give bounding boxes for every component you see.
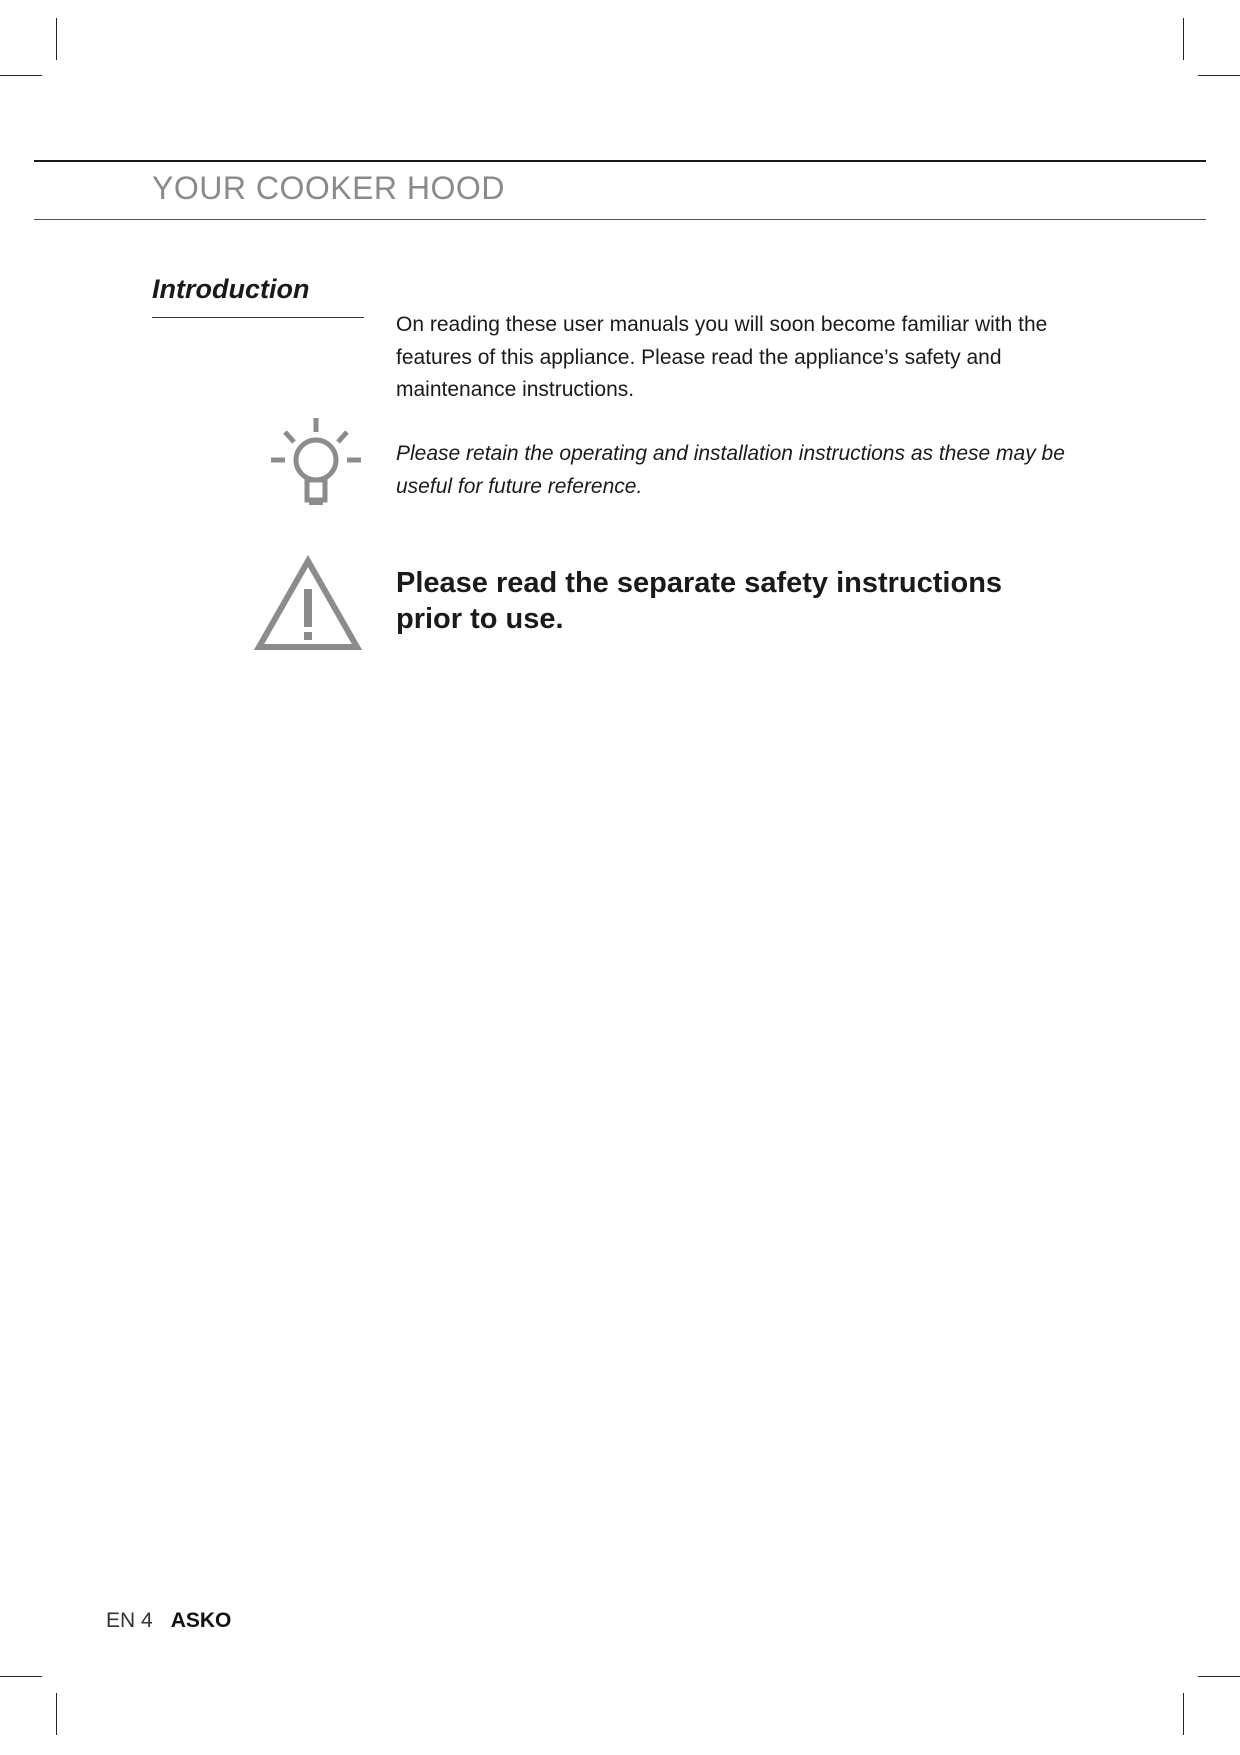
crop-mark-top-left-horizontal: [0, 75, 42, 76]
tip-text: Please retain the operating and installation instructions as these may be useful for future reference.: [396, 442, 1065, 498]
lightbulb-icon: [268, 415, 364, 511]
page-number: EN 4: [106, 1609, 153, 1632]
crop-mark-bottom-left-horizontal: [0, 1676, 42, 1677]
brand-name: ASKO: [170, 1609, 232, 1632]
crop-mark-top-right-horizontal: [1198, 75, 1240, 76]
crop-mark-bottom-left-vertical: [56, 1693, 57, 1735]
page-footer: [106, 1609, 231, 1633]
section-title: YOUR COOKER HOOD: [152, 170, 505, 206]
introduction-underline: [152, 317, 364, 318]
warning-triangle-icon: [254, 555, 362, 653]
introduction-heading: Introduction: [152, 274, 310, 304]
header-top-rule: [34, 160, 1206, 162]
crop-mark-top-right-vertical: [1183, 18, 1184, 60]
crop-mark-bottom-right-horizontal: [1198, 1676, 1240, 1677]
warning-text: Please read the separate safety instructions prior to use.: [396, 567, 1003, 635]
introduction-paragraph: On reading these user manuals you will soon become familiar with the features of this appliance. Please read the appliance’s safety and maintenance instructions.: [396, 313, 1048, 401]
crop-mark-bottom-right-vertical: [1183, 1693, 1184, 1735]
header-bottom-rule: [34, 219, 1206, 220]
crop-mark-top-left-vertical: [56, 18, 57, 60]
